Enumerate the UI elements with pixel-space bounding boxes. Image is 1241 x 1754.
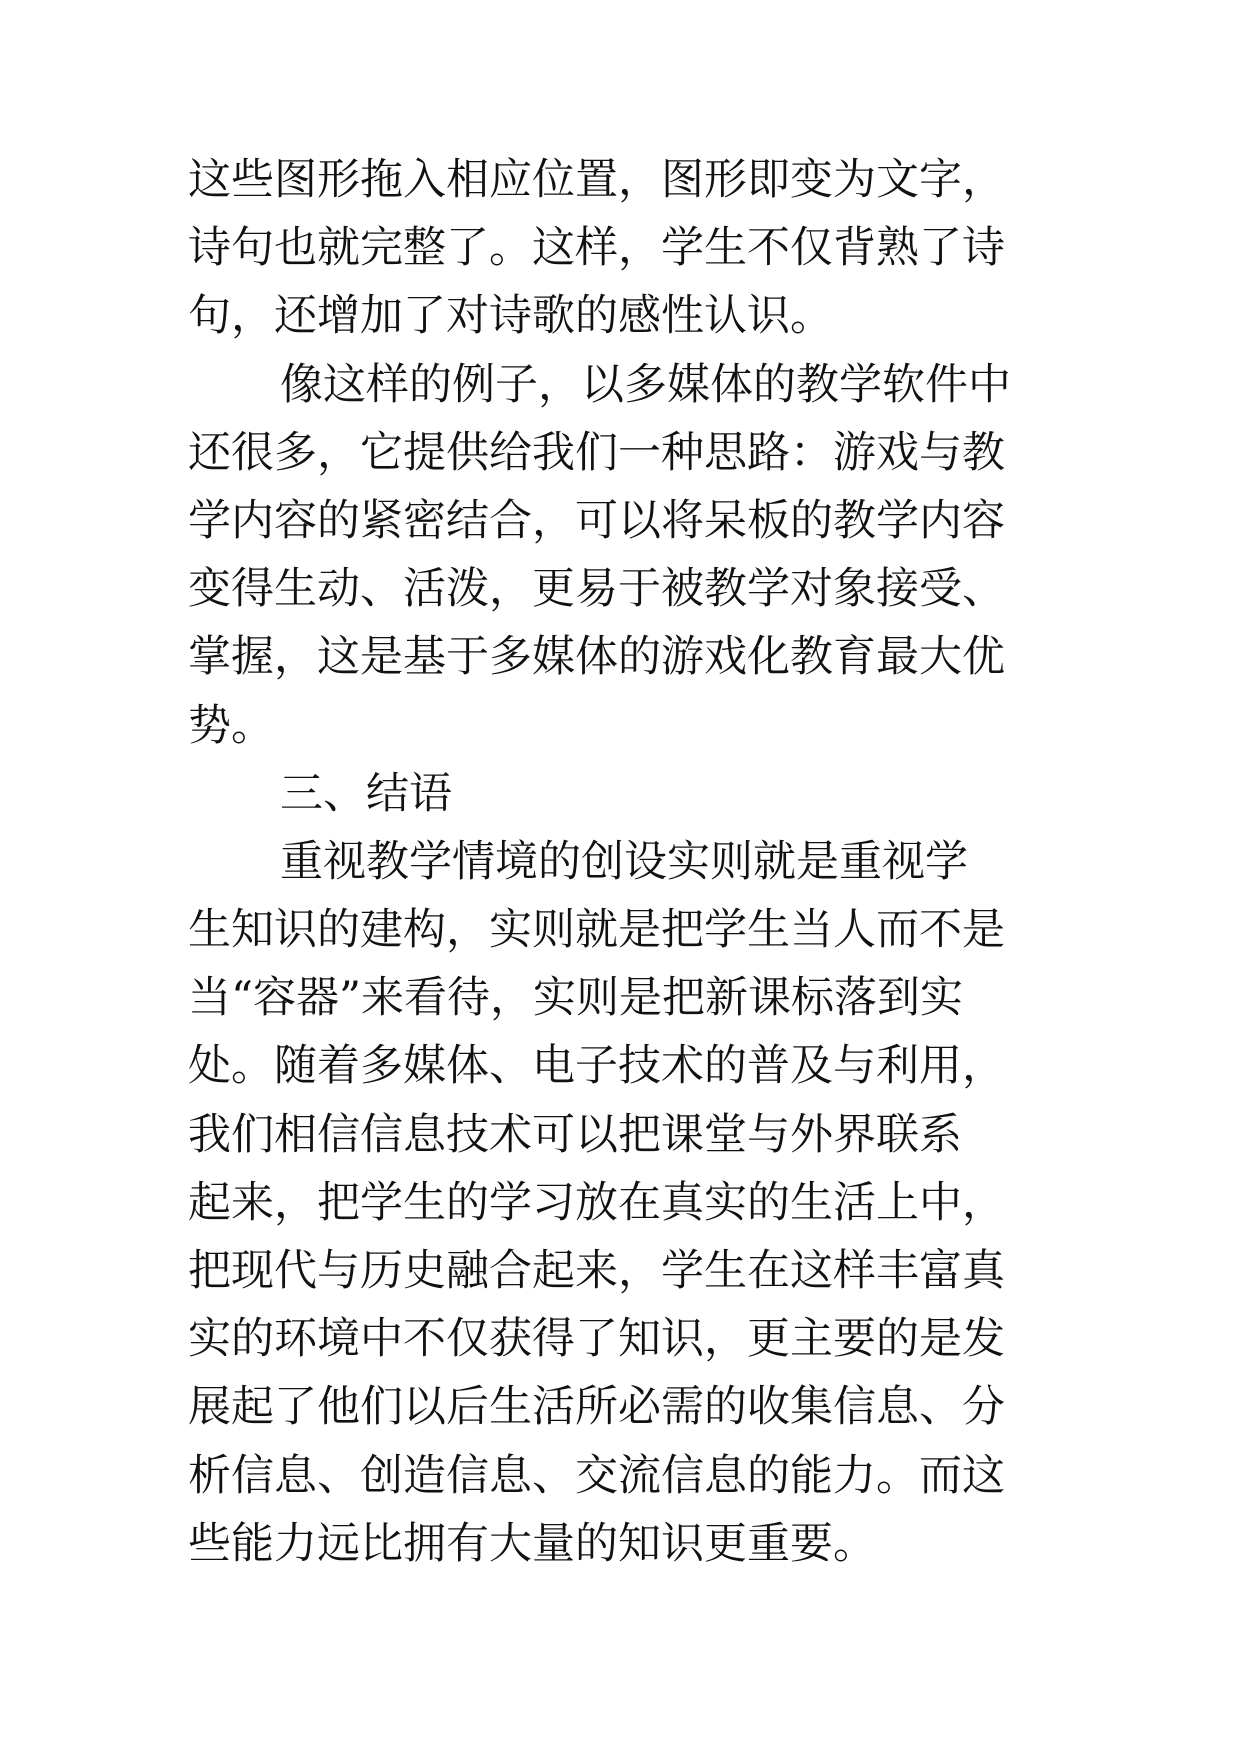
body-text	[188, 146, 1088, 1578]
text-line: 把现代与历史融合起来，学生在这样丰富真	[188, 1246, 1005, 1296]
text-line: 变得生动、活泼，更易于被教学对象接受、	[188, 564, 1005, 615]
paragraph-start-line: 重视教学情境的创设实则就是重视学	[280, 836, 968, 887]
text-line: 生知识的建构，实则就是把学生当人而不是	[188, 905, 1005, 956]
section-heading: 三、结语	[280, 768, 452, 819]
paragraph-start-line: 像这样的例子，以多媒体的教学软件中	[280, 359, 1011, 410]
text-line: 掌握，这是基于多媒体的游戏化教育最大优	[188, 632, 1005, 683]
text-line: 起来，把学生的学习放在真实的生活上中，	[188, 1177, 1005, 1228]
text-line: 展起了他们以后生活所必需的收集信息、分	[188, 1382, 1005, 1433]
text-line: 这些图形拖入相应位置，图形即变为文字，	[188, 155, 1005, 205]
text-line: 势。	[188, 700, 274, 751]
text-line: 句，还增加了对诗歌的感性认识。	[188, 291, 833, 342]
text-line: 学内容的紧密结合，可以将呆板的教学内容	[188, 495, 1005, 546]
text-line: 实的环境中不仅获得了知识，更主要的是发	[188, 1314, 1005, 1365]
text-line: 析信息、创造信息、交流信息的能力。而这	[188, 1450, 1005, 1501]
text-line: 诗句也就完整了。这样，学生不仅背熟了诗	[188, 223, 1005, 274]
text-line: 还很多，它提供给我们一种思路：游戏与教	[188, 427, 1005, 478]
text-line: 当“容器”来看待，实则是把新课标落到实	[188, 973, 963, 1024]
text-line: 我们相信信息技术可以把课堂与外界联系	[188, 1109, 962, 1160]
text-line: 处。随着多媒体、电子技术的普及与利用，	[188, 1041, 1005, 1092]
text-line: 些能力远比拥有大量的知识更重要。	[188, 1518, 876, 1569]
